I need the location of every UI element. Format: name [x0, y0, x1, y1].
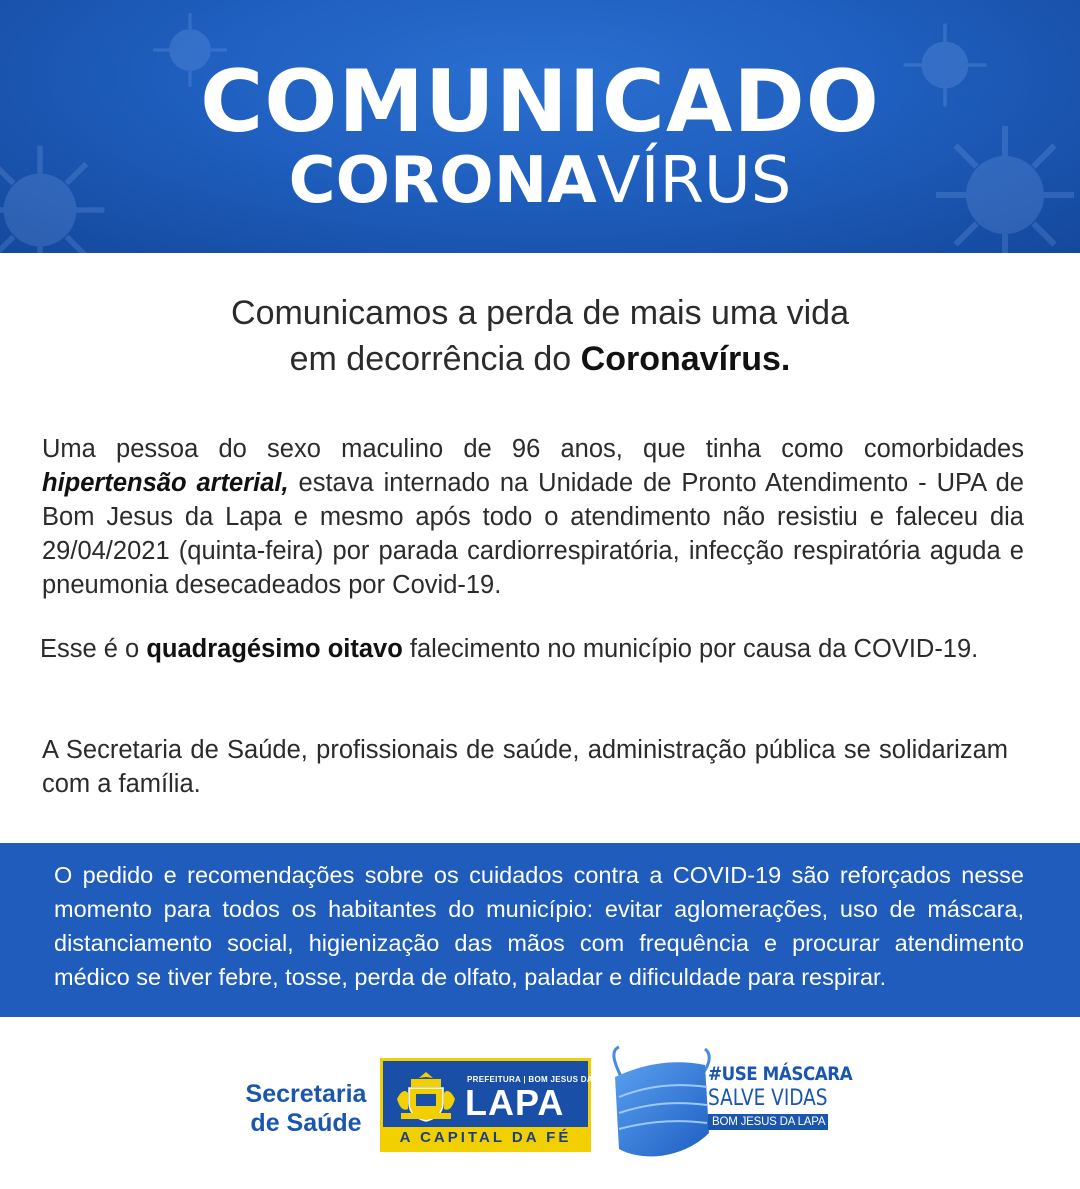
page-title: COMUNICADO [200, 52, 880, 152]
paragraph-1-text-after: estava internado na Unidade de Pronto Atendimento - UPA de Bom Jesus da Lapa e mesmo após todo o atendimento não resistiu e faleceu dia 29/04/2021 (quinta-feira) por parada cardiorrespiratória, infecção respiratória aguda e pneumonia desecadeados por Covid-19. [42, 469, 1024, 599]
paragraph-1-text-before: Uma pessoa do sexo maculino de 96 anos, que tinha como comorbidades [42, 435, 1024, 463]
face-mask-icon [605, 1045, 715, 1165]
lapa-logo-name: LAPA [465, 1082, 565, 1123]
campaign-hashtag: #USE MÁSCARA [708, 1063, 853, 1085]
coat-of-arms-icon [395, 1069, 457, 1123]
secretaria-line-1: Secretaria [245, 1080, 367, 1108]
paragraph-death-count [40, 632, 1005, 666]
paragraph-2-text-before: Esse é o [40, 635, 147, 663]
campaign-city: BOM JESUS DA LAPA [708, 1114, 828, 1130]
secretaria-logo [236, 1080, 376, 1138]
lead-line-2-prefix: em decorrência do [289, 340, 581, 378]
paragraph-1-emphasis: hipertensão arterial, [42, 469, 289, 497]
lead-line-1: Comunicamos a perda de mais uma vida [231, 294, 849, 332]
paragraph-2-text-after: falecimento no município por causa da COVID-19. [402, 635, 979, 663]
header-banner [0, 0, 1080, 253]
campaign-logo [708, 1062, 853, 1130]
paragraph-condolences: A Secretaria de Saúde, profissionais de saúde, administração pública se solidarizam com a família. [42, 736, 1008, 798]
lapa-logo-top [383, 1061, 593, 1127]
campaign-slogan: SALVE VIDAS [708, 1086, 828, 1111]
lead-line-2-bold: Coronavírus. [580, 340, 791, 378]
lapa-logo-tagline: A CAPITAL DA FÉ [383, 1127, 588, 1149]
lapa-logo-small-text: PREFEITURA | BOM JESUS DA [467, 1075, 593, 1084]
paragraph-2-emphasis: quadragésimo oitavo [146, 635, 403, 663]
page-subtitle [0, 143, 1080, 219]
lead-statement [0, 290, 1080, 382]
secretaria-line-2: de Saúde [250, 1109, 362, 1137]
subtitle-strong: CORONA [288, 144, 597, 218]
prefeitura-lapa-logo [380, 1058, 591, 1152]
paragraph-case-details [42, 432, 1024, 602]
recommendation-text: O pedido e recomendações sobre os cuidados contra a COVID-19 são reforçados nesse momento para todos os habitantes do município: evitar aglomerações, uso de máscara, distanciamento social, higienização das mãos com frequência e procurar atendimento médico se tiver febre, tosse, perda de olfato, paladar e dificuldade para respirar. [54, 862, 1024, 990]
subtitle-light: VÍRUS [596, 144, 792, 218]
lead-line-2 [0, 336, 1080, 382]
